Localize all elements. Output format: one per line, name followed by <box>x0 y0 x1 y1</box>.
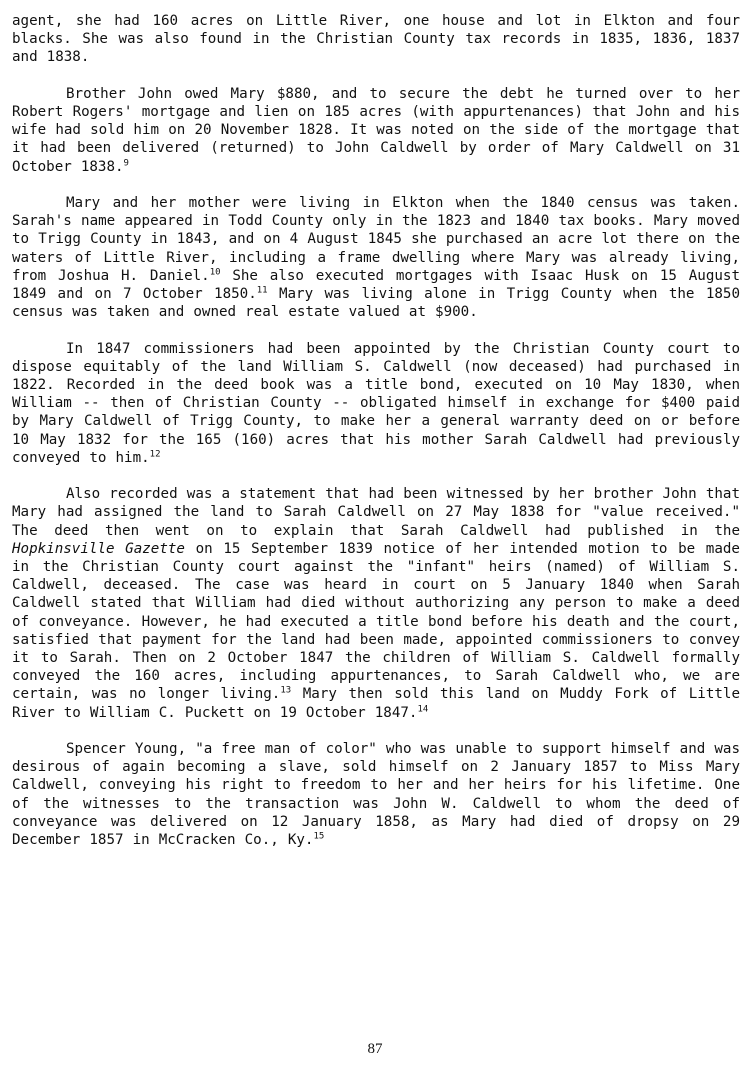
body-text <box>12 12 740 867</box>
text-run: on 15 September 1839 notice of her intended motion to be made in the Christian County court against the "infant" heirs (named) of William S. Caldwell, deceased. The case was heard in court on 5 January 1840 when Sarah Caldwell stated that William had died without authorizing any person to make a deed of conveyance. However, he had executed a title bond before his death and the court, satisfied that payment for the land had been made, appointed commissioners to convey it to Sarah. Then on 2 October 1847 the children of William S. Caldwell formally conveyed the 160 acres, including appurtenances, to Sarah Caldwell who, we are certain, was no longer living. <box>12 540 740 703</box>
text-run: agent, she had 160 acres on Little River, one house and lot in Elkton and four blacks. She was also found in the Christian County tax records in 1835, 1836, 1837 and 1838. <box>12 13 740 66</box>
text-run: In 1847 commissioners had been appointed by the Christian County court to dispose equitably of the land William S. Caldwell (now deceased) had purchased in 1822. Recorded in the deed book was a title bond, executed on 10 May 1830, when William -- then of Christian County -- obligated himself in exchange for $400 paid by Mary Caldwell of Trigg County, to make her a general warranty deed on or before 10 May 1832 for the 165 (160) acres that his mother Sarah Caldwell had previously conveyed to him. <box>12 340 740 466</box>
footnote-marker: 14 <box>417 703 429 714</box>
footnote-marker: 13 <box>280 685 292 696</box>
text-run: Also recorded was a statement that had been witnessed by her brother John that Mary had assigned the land to Sarah Caldwell on 27 May 1838 for "value received." The deed then went on to explain that Sarah Caldwell had published in the <box>12 486 740 539</box>
paragraph-4 <box>12 340 740 467</box>
footnote-marker: 9 <box>123 157 129 168</box>
text-run: Mary and her mother were living in Elkton when the 1840 census was taken. Sarah's name appeared in Todd County only in the 1823 and 1840 tax books. Mary moved to Trigg County in 1843, and on 4 August 1845 she purchased an acre lot there on the waters of Little River, including a frame dwelling where Mary was already living, from Joshua H. Daniel. <box>12 195 740 284</box>
italic-title: Hopkinsville Gazette <box>12 540 185 557</box>
footnote-marker: 10 <box>209 267 221 278</box>
paragraph-1 <box>12 12 740 67</box>
text-run: Mary was living alone in Trigg County when the 1850 census was taken and owned real estate valued at $900. <box>12 286 740 321</box>
footnote-marker: 15 <box>313 831 325 842</box>
text-run: She also executed mortgages with Isaac Husk on 15 August 1849 and on 7 October 1850. <box>12 267 741 303</box>
text-run: Mary then sold this land on Muddy Fork of Little River to William C. Puckett on 19 October 1847. <box>12 686 740 721</box>
footnote-marker: 12 <box>149 449 161 460</box>
paragraph-5 <box>12 485 740 722</box>
paragraph-3 <box>12 194 740 321</box>
text-run: Brother John owed Mary $880, and to secure the debt he turned over to her Robert Rogers' mortgage and lien on 185 acres (with appurtenances) that John and his wife had sold him on 20 November 1828. It was noted on the side of the mortgage that it had been delivered (returned) to John Caldwell by order of Mary Caldwell on 31 October 1838. <box>12 85 740 175</box>
page-number: 87 <box>367 1041 383 1057</box>
text-run: Spencer Young, "a free man of color" who was unable to support himself and was desirous of again becoming a slave, sold himself on 2 January 1857 to Miss Mary Caldwell, conveying his right to freedom to her and her heirs for his lifetime. One of the witnesses to the transaction was John W. Caldwell to whom the deed of conveyance was delivered on 12 January 1858, as Mary had died of dropsy on 29 December 1857 in McCracken Co., Ky. <box>12 741 740 849</box>
paragraph-2 <box>12 85 740 176</box>
paragraph-6 <box>12 740 740 849</box>
footnote-marker: 11 <box>256 285 268 296</box>
